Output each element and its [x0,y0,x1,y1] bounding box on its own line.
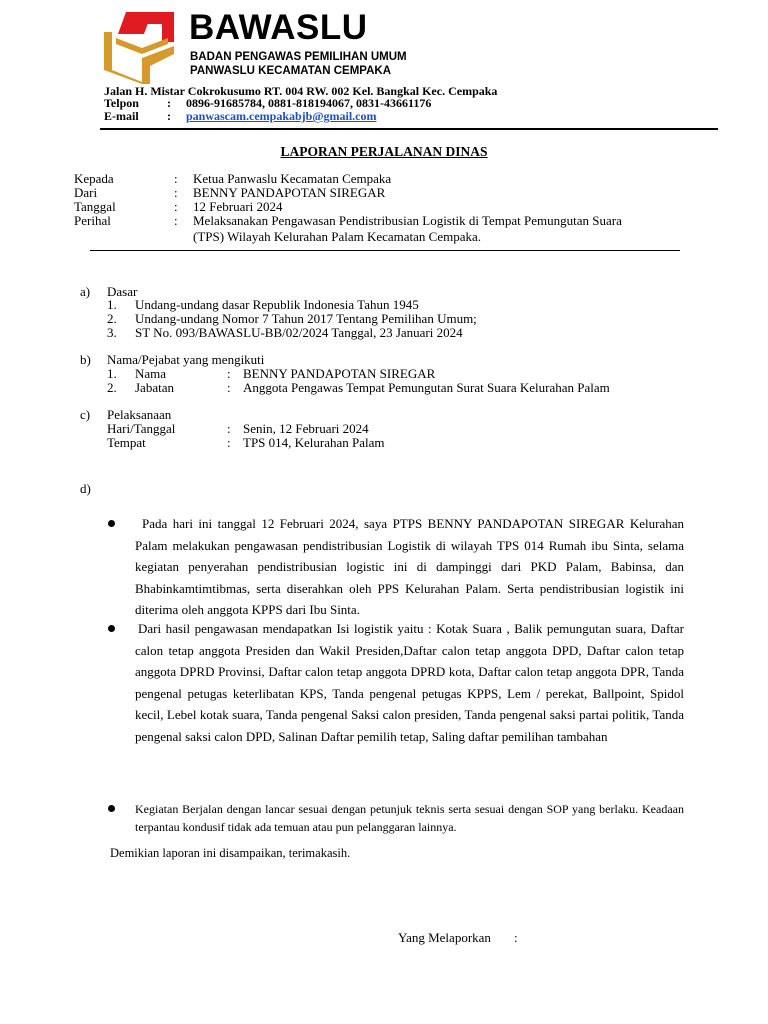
perihal-line-2: (TPS) Wilayah Kelurahan Palam Kecamatan Cempaka. [193,229,482,244]
report-paragraph-2: Dari hasil pengawasan mendapatkan Isi logistik yaitu : Kotak Suara , Balik pemungutan suara, Daftar calon tetap anggota Presiden dan Wakil Presiden,Daftar calon tetap anggota DPD, Daftar calon tetap anggota DPRD Provinsi, Daftar calon tetap anggota DPRD kota, Daftar calon tetap anggota DPR, Tanda pengenal petugas keterlibatan KPS, Tanda pengenal petugas KPPS, Lem / perekat, Ballpoint, Spidol kecil, Lebel kotak suara, Tanda pengenal Saksi calon presiden, Tanda pengenal saksi partai politik, Tanda pengenal saksi calon DPD, Salinan Daftar pemilih tetap, Saling daftar pemilihan tambahan [135,621,684,744]
jabatan-label: Jabatan [135,380,174,395]
report-paragraph-3: Kegiatan Berjalan dengan lancar sesuai dengan petunjuk teknis serta sesuai dengan SOP yang berlaku. Keadaan terpantau kondusif tidak ada temuan atau pun pelanggaran lainnya. [135,802,684,834]
closing-text: Demikian laporan ini disampaikan, terimakasih. [110,846,351,860]
dari-colon: : [174,185,178,200]
section-d-marker: d) [80,481,91,496]
nama-label: Nama [135,366,167,381]
tempat-label: Tempat [107,435,146,450]
tanggal-colon: : [174,199,178,214]
nama-colon: : [227,366,231,381]
dari-value: BENNY PANDAPOTAN SIREGAR [193,185,386,200]
address-line: Jalan H. Mistar Cokrokusumo RT. 004 RW. 002 Kel. Bangkal Kec. Cempaka [104,84,498,98]
memo-divider [90,250,680,251]
header-divider [100,128,718,130]
section-a-marker: a) [80,284,91,299]
phone-colon: : [167,96,171,110]
list-item-number: 1. [107,366,117,381]
section-c-marker: c) [80,407,91,422]
hari-tanggal-value: Senin, 12 Februari 2024 [243,421,369,436]
list-item: Undang-undang dasar Republik Indonesia Tahun 1945 [135,297,419,312]
perihal-line-1: Melaksanakan Pengawasan Pendistribusian Logistik di Tempat Pemungutan Suara [193,213,622,228]
email-link[interactable]: panwascam.cempakabjb@gmail.com [186,109,377,123]
phone-value: 0896-91685784, 0881-818194067, 0831-43661176 [186,96,432,110]
bullet-icon [108,625,115,632]
phone-label: Telpon [104,96,139,110]
report-paragraph-1: Pada hari ini tanggal 12 Februari 2024, saya PTPS BENNY PANDAPOTAN SIREGAR Kelurahan Palam melakukan pengawasan pendistribusian Logistik di wilayah TPS 014 Rumah ibu Sinta, selama kegiatan penyerahan pendistribusian logistic ini di dampinggi dari PKD Palam, Babinsa, dan Bhabinkamtimtibmas, serta diserahkan oleh PPS Kelurahan Palam. Serta pendistribusian logistik ini diterima oleh anggota KPPS dari Ibu Sinta. [135,516,684,617]
brand-subtitle-1: BADAN PENGAWAS PEMILIHAN UMUM [190,51,407,63]
bullet-icon [108,520,115,527]
tanggal-label: Tanggal [74,199,116,214]
list-item-number: 2. [107,380,117,395]
section-c-title: Pelaksanaan [107,407,172,422]
list-item-number: 1. [107,297,117,312]
dari-label: Dari [74,185,98,200]
document-title: LAPORAN PERJALANAN DINAS [280,144,488,159]
nama-value: BENNY PANDAPOTAN SIREGAR [243,366,436,381]
jabatan-colon: : [227,380,231,395]
email-colon: : [167,109,171,123]
list-item: Undang-undang Nomor 7 Tahun 2017 Tentang Pemilihan Umum; [135,311,477,326]
tempat-value: TPS 014, Kelurahan Palam [243,435,385,450]
bawaslu-logo [104,10,180,84]
hari-tanggal-label: Hari/Tanggal [107,421,176,436]
kepada-value: Ketua Panwaslu Kecamatan Cempaka [193,171,392,186]
hari-tanggal-colon: : [227,421,231,436]
brand-subtitle-2: PANWASLU KECAMATAN CEMPAKA [190,65,392,77]
section-a-title: Dasar [107,284,138,299]
tanggal-value: 12 Februari 2024 [193,199,283,214]
kepada-colon: : [174,171,178,186]
section-b-marker: b) [80,352,91,367]
section-b-title: Nama/Pejabat yang mengikuti [107,352,265,367]
brand-name: BAWASLU [189,8,368,47]
bullet-icon [108,805,115,812]
signature-colon: : [514,930,518,945]
list-item: ST No. 093/BAWASLU-BB/02/2024 Tanggal, 23 Januari 2024 [135,325,463,340]
perihal-label: Perihal [74,213,111,228]
list-item-number: 3. [107,325,117,340]
kepada-label: Kepada [74,171,114,186]
perihal-colon: : [174,213,178,228]
tempat-colon: : [227,435,231,450]
signature-label: Yang Melaporkan [398,930,491,945]
email-label: E-mail [104,109,139,123]
jabatan-value: Anggota Pengawas Tempat Pemungutan Surat Suara Kelurahan Palam [243,380,610,395]
list-item-number: 2. [107,311,117,326]
